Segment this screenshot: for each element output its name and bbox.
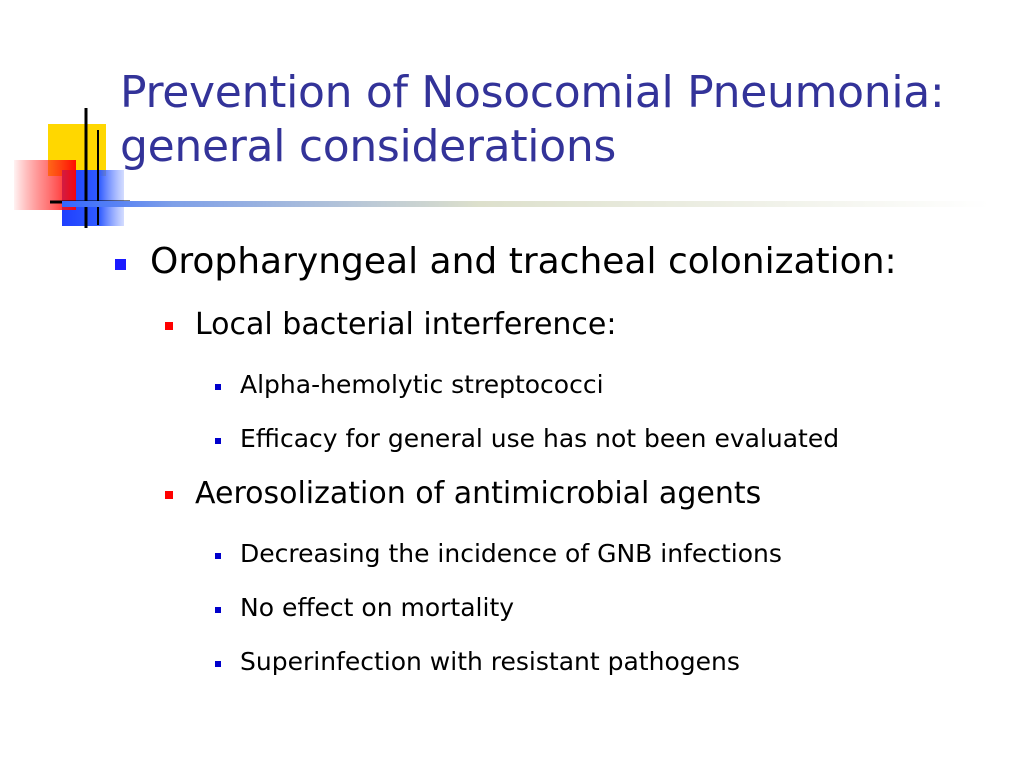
bullet-square-icon <box>215 553 221 559</box>
slide-title-line2: general considerations <box>120 121 617 172</box>
bullet-square-icon <box>215 438 221 444</box>
bullet-level3: Superinfection with resistant pathogens <box>240 647 740 676</box>
bullet-level2: Aerosolization of antimicrobial agents <box>195 476 762 511</box>
bullet-square-icon <box>215 607 221 613</box>
slide-title-line1: Prevention of Nosocomial Pneumonia: <box>120 67 945 118</box>
bullet-square-icon <box>115 259 126 270</box>
bullet-level3: Alpha-hemolytic streptococci <box>240 370 604 399</box>
bullet-square-icon <box>165 491 173 499</box>
bullet-level3: Efficacy for general use has not been evaluated <box>240 424 840 453</box>
bullet-square-icon <box>215 384 221 390</box>
bullet-square-icon <box>215 661 221 667</box>
bullet-level2: Local bacterial interference: <box>195 307 617 342</box>
bullet-level3: Decreasing the incidence of GNB infections <box>240 539 782 568</box>
bullet-level3: No effect on mortality <box>240 593 515 622</box>
bullet-level1: Oropharyngeal and tracheal colonization: <box>150 241 897 282</box>
bullet-square-icon <box>165 322 173 330</box>
